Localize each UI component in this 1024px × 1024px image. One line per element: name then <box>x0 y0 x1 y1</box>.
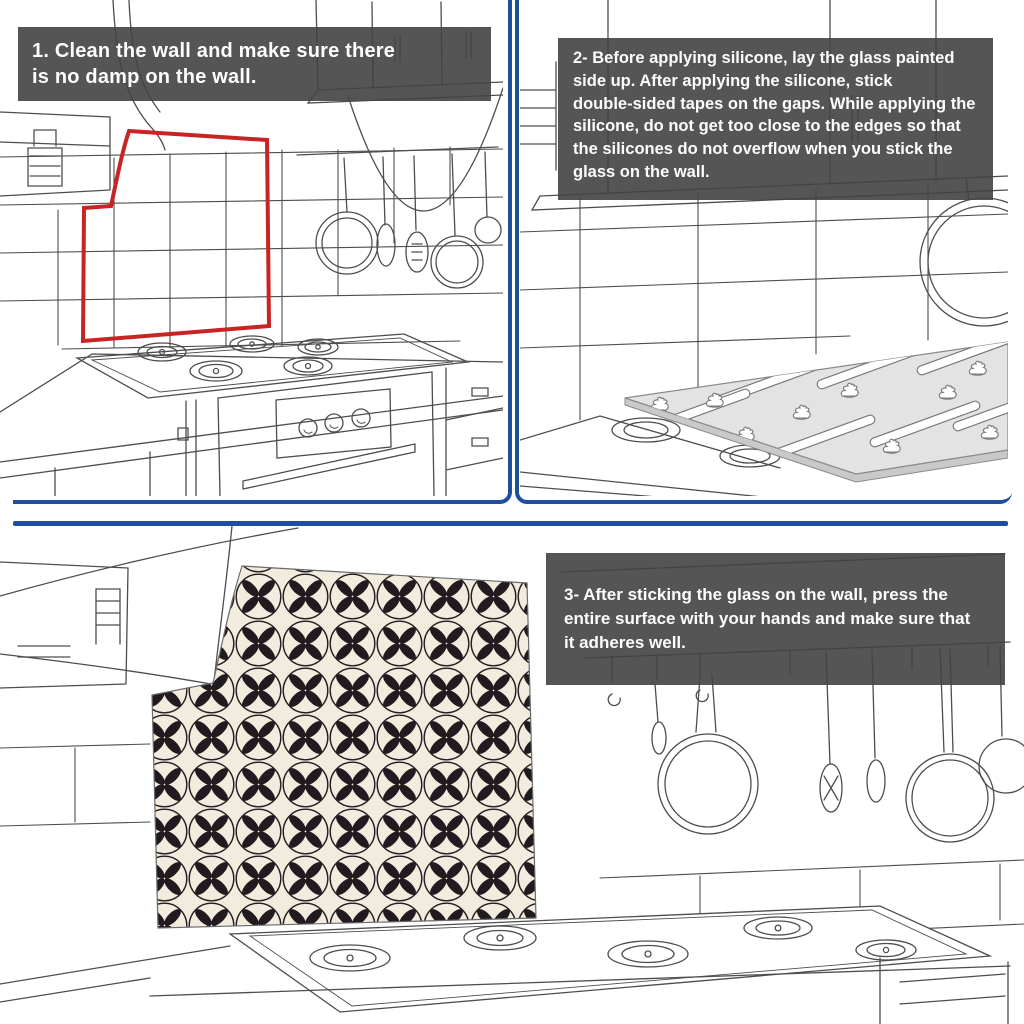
step2-text-line: silicone, do not get too close to the edges so that <box>573 117 961 136</box>
oven-lineart <box>55 368 503 496</box>
step2-text-line: side up. After applying the silicone, stick <box>573 71 893 90</box>
cooktop-lineart <box>0 334 503 478</box>
patterned-glass-backsplash <box>152 566 536 928</box>
step2-text-line: the silicones do not overflow when you stick the <box>573 140 953 159</box>
step3-instruction-box <box>546 553 1005 685</box>
step2-text-line: double-sided tapes on the gaps. While applying the <box>573 94 976 113</box>
step3-text-line: entire surface with your hands and make sure that <box>564 608 971 628</box>
step2-text-line: glass on the wall. <box>573 162 710 181</box>
step3-panel-border <box>13 521 1008 526</box>
step3-text-line: it adheres well. <box>564 633 686 653</box>
step2-text-line: 2- Before applying silicone, lay the glass painted <box>573 49 955 67</box>
cooktop-lineart <box>0 906 1010 1024</box>
step1-instruction-box <box>18 27 491 101</box>
hanging-pan-lineart <box>920 178 1008 326</box>
step2-instruction-box <box>558 38 993 200</box>
shelf-lineart <box>0 112 110 196</box>
step1-text-line: is no damp on the wall. <box>32 66 257 88</box>
backsplash-area-red-outline <box>83 131 269 341</box>
step3-text-line: 3- After sticking the glass on the wall, press the <box>564 584 948 604</box>
step1-text-line: 1. Clean the wall and make sure there <box>32 40 396 62</box>
